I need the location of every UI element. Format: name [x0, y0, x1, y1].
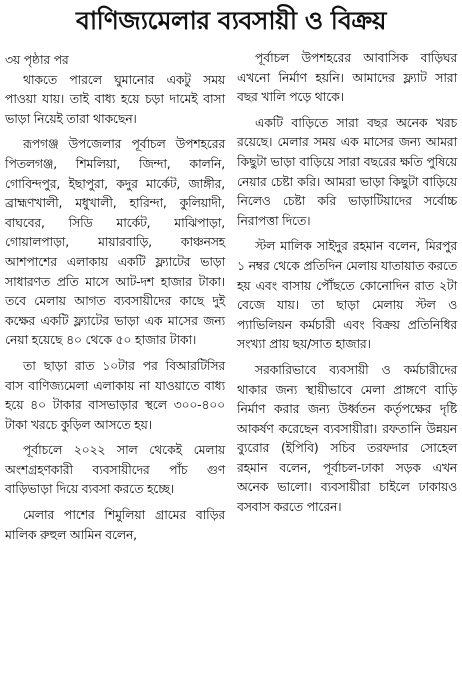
left-column [5, 50, 225, 550]
headline: বাণিজ্যমেলার ব্যবসায়ী ও বিক্রয় [75, 6, 387, 35]
right-column [237, 48, 457, 523]
paragraph: পূর্বাচল উপশহরের আবাসিক বাড়িঘর এখনো নির্মাণ হয়নি। আমাদের ফ্ল্যাট সারা বছর খালি পড়ে থাকে। [237, 50, 457, 105]
paragraph: একটি বাড়িতে সারা বছর অনেক খরচ রয়েছে। মেলার সময় এক মাসের জন্য আমরা কিছুটা ভাড়া বাড়িয়ে সারা বছরের ক্ষতি পুষিয়ে নেয়ার চেষ্টা করি। আমরা ভাড়া কিছুটা বাড়িয়ে নিলেও চেষ্টা করি ভাড়াটিয়াদের সর্বোচ্চ নিরাপত্তা দিতে। [237, 114, 457, 228]
paragraph: তা ছাড়া রাত ১০টার পর বিআরটিসির বাস বাণিজ্যমেলা এলাকায় না যাওয়াতে বাধ্য হয়ে ৪০ টাকার বাসভাড়ার স্থলে ৩০০-৪০০ টাকা খরচে কুড়িল আসতে হয়। [5, 357, 225, 432]
paragraph: মেলার পাশের শিমুলিয়া গ্রামের বাড়ির মালিক রুহুল আমিন বলেন, [5, 507, 225, 542]
paragraph: থাকতে পারলে ঘুমানোর একটু সময় পাওয়া যায়। তাই বাধ্য হয়ে চড়া দামেই বাসা ভাড়া নিয়েই তারা থাকছেন। [5, 71, 225, 126]
paragraph: স্টল মালিক সাইদুর রহমান বলেন, মিরপুর ১ নম্বর থেকে প্রতিদিন মেলায় যাতায়াত করতে হয় এবং বাসায় পৌঁছতে কোনোদিন রাত ২টা বেজে যায়। তা ছাড়া মেলায় স্টল ও প্যাভিলিয়ন কর্মচারী এবং বিক্রয় প্রতিনিধির সংখ্যা প্রায় ছয়/সাত হাজার। [237, 238, 457, 352]
paragraph: রূপগঞ্জ উপজেলার পূর্বাচল উপশহরের পিতলগঞ্জ, শিমলিয়া, জিন্দা, কালনি, গোবিন্দপুর, ইছাপুরা, কদুর মার্কেট, জাঙ্গীর, ব্রাহ্মণখালী, মধুখালী, হারিন্দা, কুলিয়াদী, বাঘবের, সিডি মার্কেট, মাঝিপাড়া, গোয়ালপাড়া, মায়ারবাড়ি, কাঞ্চনসহ আশপাশের এলাকায় একটি ফ্ল্যাটের ভাড়া সাধারণত প্রতি মাসে আট-দশ হাজার টাকা। তবে মেলায় আগত ব্যবসায়ীদের কাছে দুই কক্ষের একটি ফ্ল্যাটের ভাড়া এক মাসের জন্য নেয়া হয়েছে ৪০ থেকে ৫০ হাজার টাকা। [5, 136, 225, 348]
paragraph: পূর্বাচলে ২০২২ সাল থেকেই মেলায় অংশগ্রহণকারী ব্যবসায়ীদের পাঁচ গুণ বাড়িভাড়া দিয়ে ব্যবসা করতে হচ্ছে। [5, 442, 225, 497]
paragraph: সরকারিভাবে ব্যবসায়ী ও কর্মচারীদের থাকার জন্য স্থায়ীভাবে মেলা প্রাঙ্গণে বাড়ি নির্মাণ করার জন্য উর্ধ্বতন কর্তৃপক্ষের দৃষ্টি আকর্ষণ করেছেন ব্যবসায়ীরা। রফতানি উন্নয়ন ব্যুরোর (ইপিবি) সচিব তরফদার সোহেল রহমান বলেন, পূর্বাচল-ঢাকা সড়ক এখন অনেক ভালো। ব্যবসায়ীরা চাইলে ঢাকায়ও বসবাস করতে পারেন। [237, 361, 457, 515]
continued-from-page-3: ৩য় পৃষ্ঠার পর [5, 52, 69, 67]
